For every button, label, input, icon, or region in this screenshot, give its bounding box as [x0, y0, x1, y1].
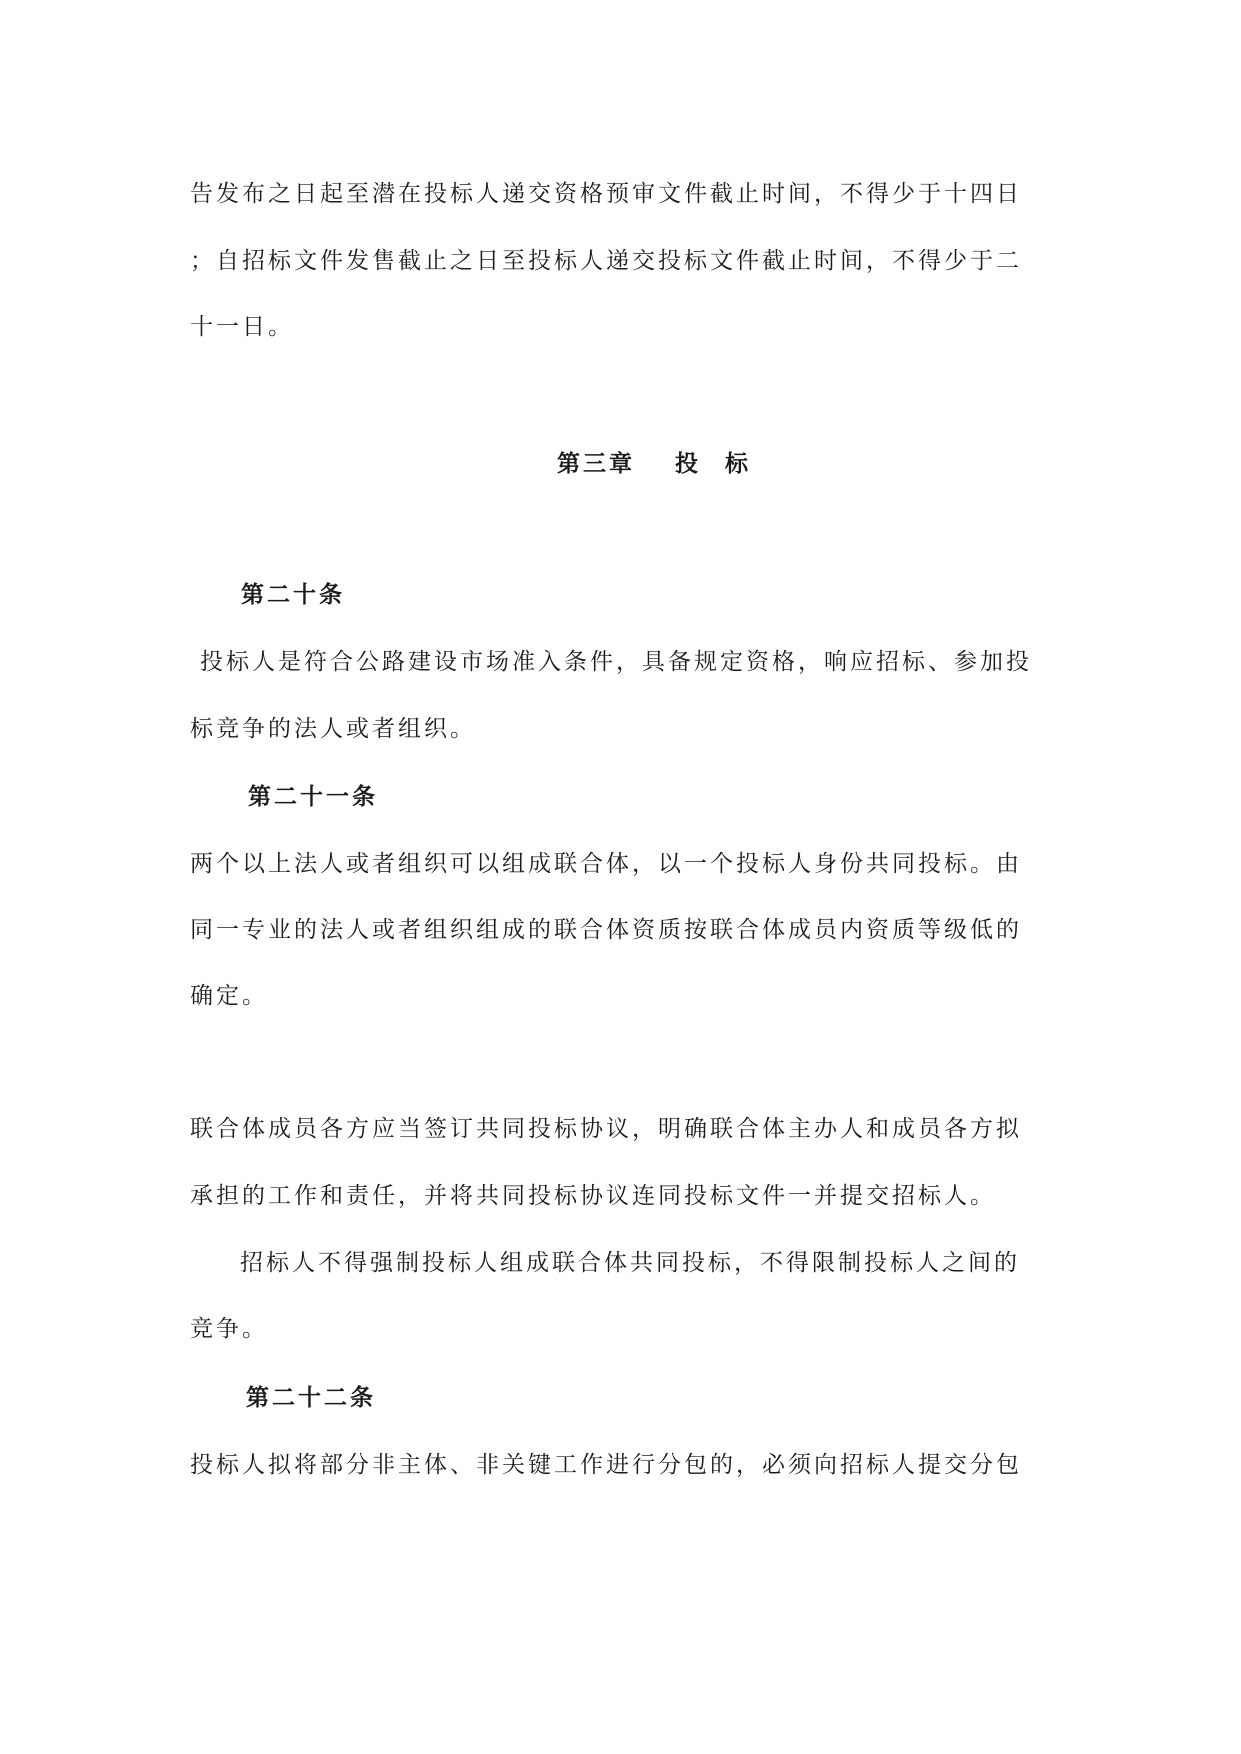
article-22-line-1: 投标人拟将部分非主体、非关键工作进行分包的，必须向招标人提交分包 [190, 1452, 1022, 1478]
article-20-heading: 第二十条 [241, 581, 345, 608]
article-20-line-2: 标竞争的法人或者组织。 [190, 716, 476, 742]
continuation-line-3: 十一日。 [190, 314, 294, 340]
article-21-line-3: 确定。 [190, 983, 268, 1009]
article-21-para2-line-2: 承担的工作和责任，并将共同投标协议连同投标文件一并提交招标人。 [190, 1183, 996, 1209]
article-21-para3-line-1: 招标人不得强制投标人组成联合体共同投标，不得限制投标人之间的 [240, 1250, 1020, 1276]
article-21-para3-line-2: 竞争。 [190, 1316, 268, 1342]
chapter-heading [557, 452, 751, 475]
chapter-title-part1: 投 [675, 450, 701, 477]
continuation-line-2: ；自招标文件发售截止之日至投标人递交投标文件截止时间，不得少于二 [190, 248, 1022, 274]
chapter-number: 第三章 [557, 450, 635, 477]
article-22-heading: 第二十二条 [246, 1384, 376, 1411]
article-20-line-1: 投标人是符合公路建设市场准入条件，具备规定资格，响应招标、参加投 [200, 649, 1032, 675]
article-21-heading: 第二十一条 [248, 783, 378, 810]
continuation-line-1: 告发布之日起至潜在投标人递交资格预审文件截止时间，不得少于十四日 [190, 181, 1022, 207]
chapter-title-part2: 标 [725, 450, 751, 477]
article-21-para2-line-1: 联合体成员各方应当签订共同投标协议，明确联合体主办人和成员各方拟 [190, 1116, 1022, 1142]
article-21-line-2: 同一专业的法人或者组织组成的联合体资质按联合体成员内资质等级低的 [190, 917, 1022, 943]
article-21-line-1: 两个以上法人或者组织可以组成联合体，以一个投标人身份共同投标。由 [190, 851, 1022, 877]
